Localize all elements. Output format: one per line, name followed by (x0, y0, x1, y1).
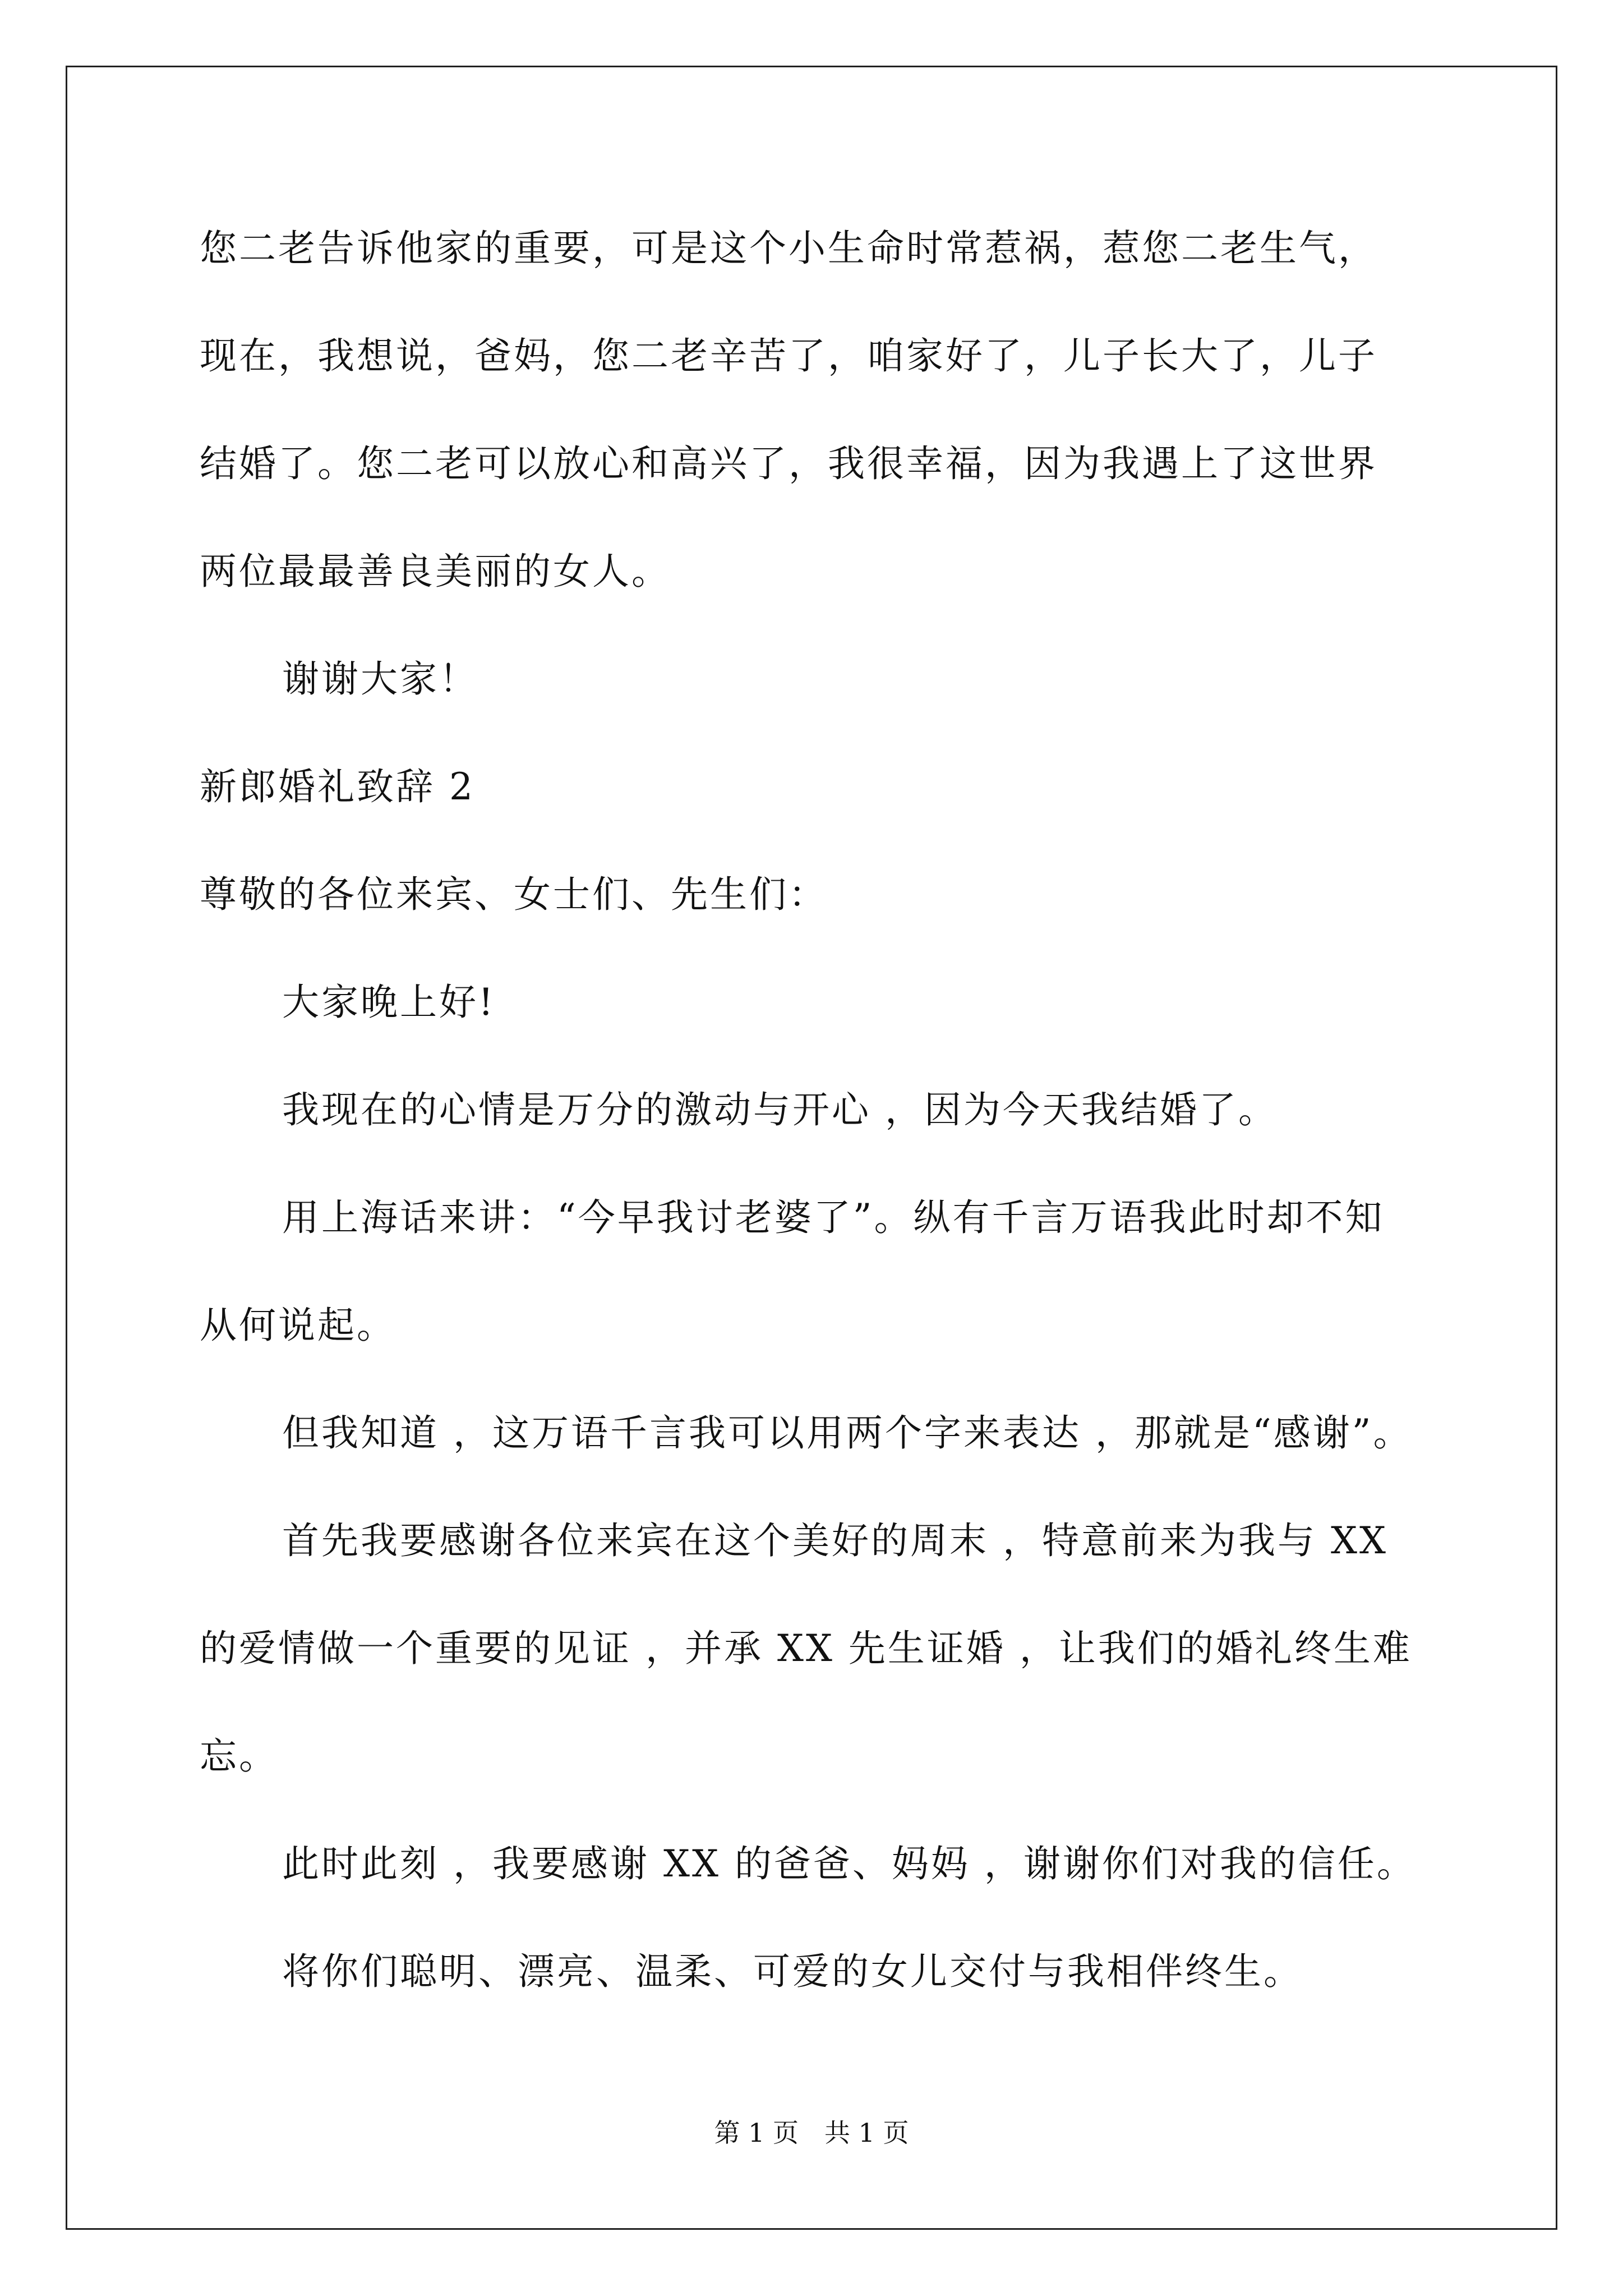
text-line-17: 将你们聪明、漂亮、温柔、可爱的女儿交付与我相伴终生。 (282, 1950, 1303, 1993)
text-line-5: 谢谢大家！ (282, 657, 478, 701)
text-line-14: 的爱情做一个重要的见证 ，并承 XX 先生证婚 ，让我们的婚礼终生难 (200, 1627, 1412, 1670)
text-line-13: 首先我要感谢各位来宾在这个美好的周末 ，特意前来为我与 XX (282, 1519, 1388, 1562)
text-line-9: 我现在的心情是万分的激动与开心 ，因为今天我结婚了。 (282, 1088, 1278, 1131)
text-line-3: 结婚了。您二老可以放心和高兴了，我很幸福，因为我遇上了这世界 (200, 442, 1377, 485)
text-line-16: 此时此刻 ，我要感谢 XX 的爸爸、妈妈 ，谢谢你们对我的信任。 (282, 1842, 1416, 1885)
text-line-2: 现在，我想说，爸妈，您二老辛苦了，咱家好了，儿子长大了，儿子 (200, 334, 1377, 378)
text-line-1: 您二老告诉他家的重要，可是这个小生命时常惹祸，惹您二老生气， (200, 227, 1377, 270)
page-footer: 第 1 页 共 1 页 (714, 2118, 909, 2148)
text-line-10: 用上海话来讲：“今早我讨老婆了”。纵有千言万语我此时却不知 (282, 1196, 1385, 1239)
page-border (66, 66, 1557, 2230)
text-line-15: 忘。 (200, 1734, 278, 1778)
text-line-4: 两位最最善良美丽的女人。 (200, 550, 671, 593)
text-line-11: 从何说起。 (200, 1304, 396, 1347)
section-heading: 新郎婚礼致辞 2 (200, 765, 475, 808)
salutation: 尊敬的各位来宾、女士们、先生们： (200, 873, 828, 916)
text-line-8: 大家晚上好! (282, 981, 496, 1024)
text-line-12: 但我知道 ，这万语千言我可以用两个字来表达 ，那就是“感谢”。 (282, 1411, 1413, 1455)
